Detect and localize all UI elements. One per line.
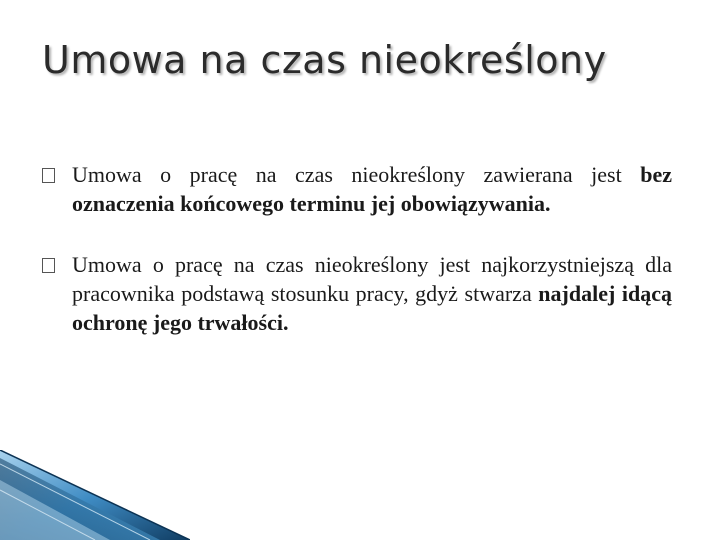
- slide-title: Umowa na czas nieokreślony: [42, 38, 607, 82]
- bullet-item: [42, 250, 672, 337]
- bullet-segment: Umowa o pracę na czas nieokreślony jest najkorzystniejszą dla pracownika podstawą stosunku pracy, gdyż stwarza: [72, 252, 672, 306]
- bullet-text: [72, 250, 672, 337]
- bullet-text: [72, 160, 672, 218]
- bullet-segment-bold: najdalej idącą ochronę jego trwałości.: [72, 281, 672, 335]
- bullet-segment: Umowa o pracę na czas nieokreślony zawierana jest: [72, 162, 641, 187]
- corner-decoration: [0, 450, 190, 540]
- bullet-segment-bold: bez oznaczenia końcowego terminu jej obowiązywania.: [72, 162, 672, 216]
- bullet-item: [42, 160, 672, 218]
- bullet-list: [42, 160, 672, 369]
- square-box-icon: [42, 168, 55, 183]
- square-box-icon: [42, 258, 55, 273]
